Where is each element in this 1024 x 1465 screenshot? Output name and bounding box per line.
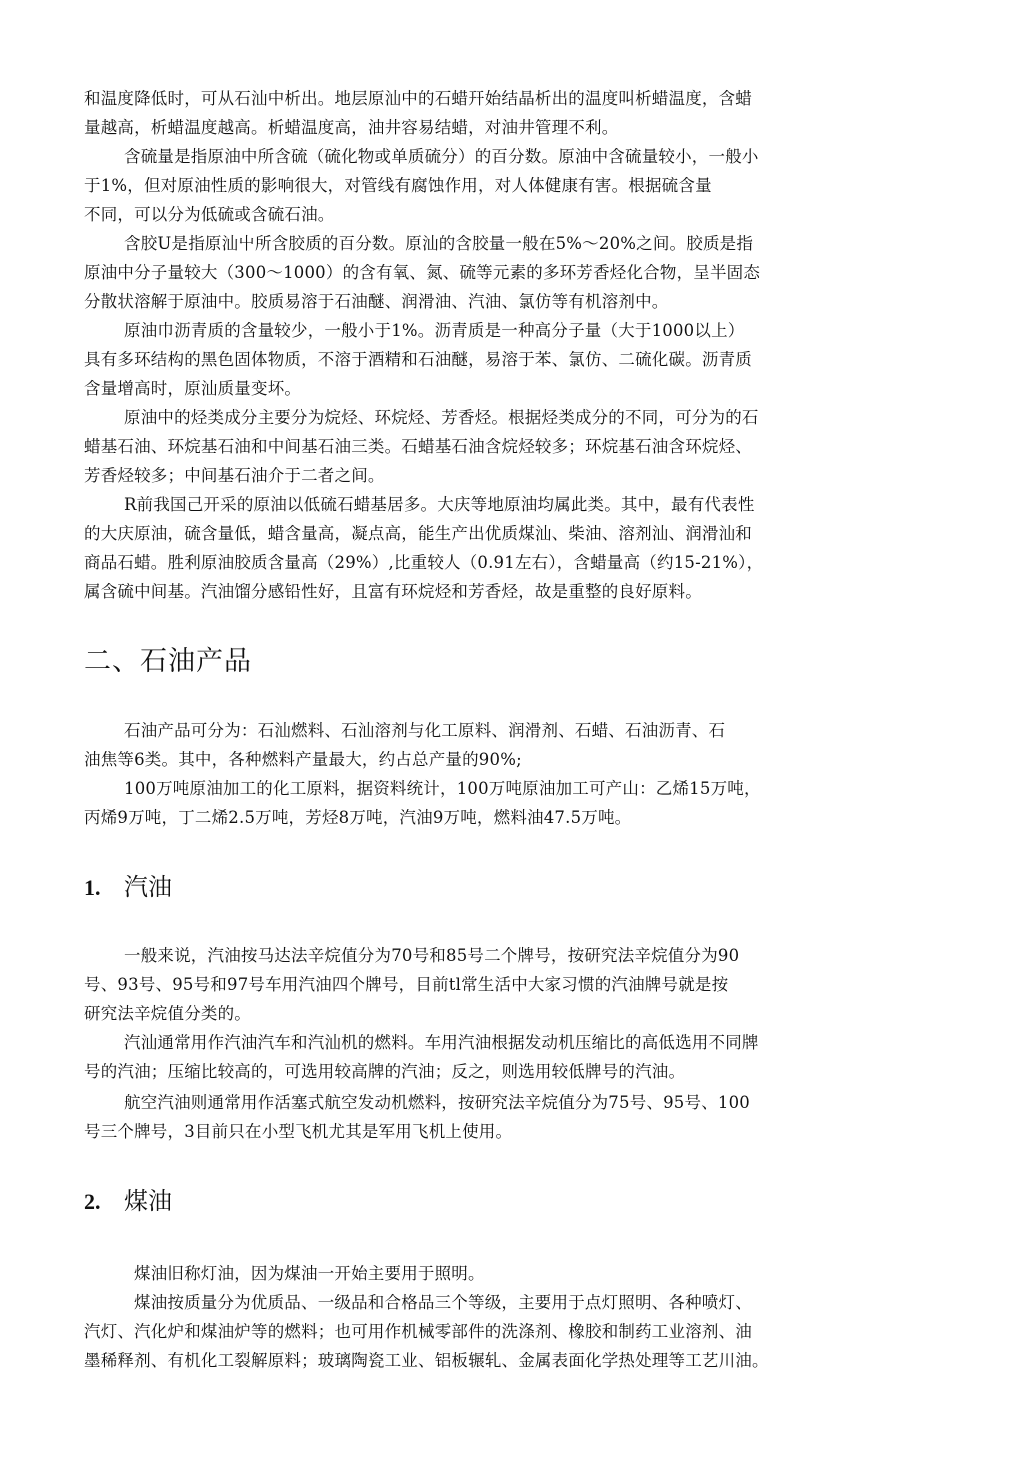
text-line: 丙烯9万吨，丁二烯2.5万吨，芳烃8万吨，汽油9万吨，燃料油47.5万吨。 <box>84 808 632 827</box>
text-line: 原油中分子量较大（300～1000）的含有氧、氮、硫等元素的多环芳香烃化合物，呈半固态 <box>84 263 761 282</box>
text-line: 墨稀释剂、有机化工裂解原料；玻璃陶瓷工业、铝板辗轧、金属表面化学热处理等工艺川油。 <box>84 1351 769 1370</box>
text-line: 含量增高时，原汕质量变坏。 <box>84 379 302 398</box>
text-line: 于1%，但对原油性质的影响很大，对管线有腐蚀作用，对人体健康有害。根据硫含量 <box>84 176 712 195</box>
subsection-number: 2. <box>84 1189 101 1214</box>
text-line: 煤油按质量分为优质品、一级品和合格品三个等级，主要用于点灯照明、各种喷灯、 <box>134 1293 752 1312</box>
text-line: 汽灯、汽化炉和煤油炉等的燃料；也可用作机械零部件的洗涤剂、橡胶和制药工业溶剂、油 <box>84 1322 752 1341</box>
text-line: 汽汕通常用作汽油汽车和汽汕机的燃料。车用汽油根据发动机压缩比的高低选用不同牌 <box>124 1033 759 1052</box>
text-line: 一般来说，汽油按马达法辛烷值分为70号和85号二个牌号，按研究法辛烷值分为90 <box>124 946 740 965</box>
subsection-heading-kerosene <box>84 1185 172 1218</box>
subsection-title: 煤油 <box>124 1187 172 1215</box>
text-line: 油焦等6类。其中，各种燃料产量最大，约占总产量的90%; <box>84 750 522 769</box>
section-heading: 二、石油产品 <box>84 646 252 677</box>
text-line: 煤油旧称灯油，因为煤油一开始主要用于照明。 <box>134 1264 485 1283</box>
text-line: 不同，可以分为低硫或含硫石油。 <box>84 205 335 224</box>
text-line: 含硫量是指原油中所含硫（硫化物或单质硫分）的百分数。原油中含硫量较小，一般小 <box>124 147 759 166</box>
subsection-heading-gasoline <box>84 871 172 904</box>
text-line: 号、93号、95号和97号车用汽油四个牌号，目前tl常生活中大家习惯的汽油牌号就是按 <box>84 975 729 994</box>
text-line: 原油中的烃类成分主要分为烷烃、环烷烃、芳香烃。根据烃类成分的不同，可分为的石 <box>124 408 759 427</box>
subsection-number: 1. <box>84 875 101 900</box>
text-line: 号的汽油；压缩比较高的，可选用较高牌的汽油；反之，则选用较低牌号的汽油。 <box>84 1062 686 1081</box>
text-line: 量越高，析蜡温度越高。析蜡温度高，油井容易结蜡，对油井管理不利。 <box>84 118 619 137</box>
text-line: 属含硫中间基。汽油馏分感铅性好，且富有环烷烃和芳香烃，故是重整的良好原料。 <box>84 582 702 601</box>
text-line: 航空汽油则通常用作活塞式航空发动机燃料，按研究法辛烷值分为75号、95号、100 <box>124 1093 750 1112</box>
text-line: 研究法辛烷值分类的。 <box>84 1004 251 1023</box>
text-line: 石油产品可分为：石汕燃料、石汕溶剂与化工原料、润滑剂、石蜡、石油沥青、石 <box>124 721 726 740</box>
text-line: 商品石蜡。胜利原油胶质含量高（29%）,比重较人（0.91左右），含蜡量高（约15-21%）， <box>84 553 764 572</box>
text-line: 号三个牌号，3目前只在小型飞机尤其是军用飞机上使用。 <box>84 1122 513 1141</box>
text-line: R前我国己开采的原油以低硫石蜡基居多。大庆等地原油均属此类。其中，最有代表性 <box>124 495 755 514</box>
text-line: 芳香烃较多；中间基石油介于二者之间。 <box>84 466 385 485</box>
subsection-title: 汽油 <box>124 873 172 901</box>
text-line: 蜡基石油、环烷基石油和中间基石油三类。石蜡基石油含烷烃较多；环烷基石油含环烷烃、 <box>84 437 752 456</box>
text-line: 原油巾沥青质的含量较少，一般小于1%。沥青质是一种高分子量（大于1000以上） <box>124 321 745 340</box>
text-line: 和温度降低时，可从石汕中析出。地层原汕中的石蜡幵始结晶析出的温度叫析蜡温度，含蜡 <box>84 89 752 108</box>
text-line: 100万吨原油加工的化工原料，据资料统计，100万吨原油加工可产山：乙烯15万吨， <box>124 779 761 798</box>
text-line: 的大庆原油，硫含量低，蜡含量高，凝点高，能生产出优质煤汕、柴油、溶剂汕、润滑汕和 <box>84 524 752 543</box>
text-line: 含胶U是指原汕屮所含胶质的百分数。原汕的含胶量一般在5%～20%之间。胶质是指 <box>124 234 754 253</box>
text-line: 分散状溶解于原油中。胶质易溶于石油醚、润滑油、汽油、氯仿等有机溶剂中。 <box>84 292 669 311</box>
text-line: 具有多环结构的黑色固体物质，不溶于酒精和石油醚，易溶于苯、氯仿、二硫化碳。沥青质 <box>84 350 752 369</box>
